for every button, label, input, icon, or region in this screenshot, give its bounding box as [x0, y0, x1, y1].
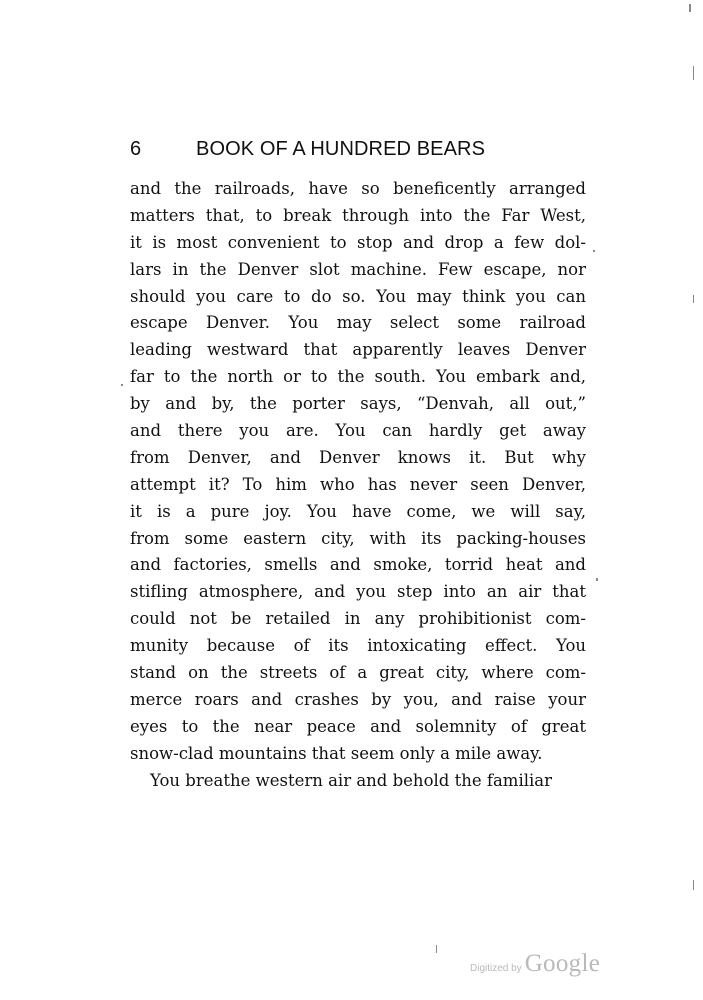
- text-line: stand on the streets of a great city, where com-: [130, 663, 586, 683]
- text-line: merce roars and crashes by you, and raise your: [130, 689, 586, 709]
- text-line: munity because of its intoxicating effect. You: [130, 636, 586, 656]
- text-line: lars in the Denver slot machine. Few escape, nor: [130, 259, 586, 279]
- scan-speck: [593, 250, 595, 252]
- body-text: [130, 176, 586, 794]
- text-line: attempt it? To him who has never seen Denver,: [130, 474, 586, 494]
- scan-speck: [689, 4, 691, 12]
- page-number: 6: [130, 138, 142, 160]
- scan-speck: [693, 880, 694, 890]
- text-line: and factories, smells and smoke, torrid heat and: [130, 555, 586, 575]
- text-line: matters that, to break through into the Far West,: [130, 205, 586, 225]
- text-line: and there you are. You can hardly get away: [130, 421, 586, 441]
- text-line: far to the north or to the south. You embark and,: [130, 367, 586, 387]
- text-line: it is a pure joy. You have come, we will say,: [130, 501, 586, 521]
- scan-speck: [121, 384, 123, 386]
- text-line: snow-clad mountains that seem only a mile away.: [130, 743, 543, 763]
- text-line: leading westward that apparently leaves Denver: [130, 340, 586, 360]
- text-line: should you care to do so. You may think you can: [130, 286, 586, 306]
- text-line: by and by, the porter says, “Denvah, all out,”: [130, 394, 586, 414]
- running-title: BOOK OF A HUNDRED BEARS: [196, 138, 486, 160]
- text-line: escape Denver. You may select some railroad: [130, 313, 586, 333]
- text-line: it is most convenient to stop and drop a few dol-: [130, 232, 586, 252]
- page-header: [130, 136, 570, 162]
- text-line: from some eastern city, with its packing-houses: [130, 528, 586, 548]
- text-line: You breathe western air and behold the familiar: [150, 770, 552, 790]
- text-line: from Denver, and Denver knows it. But why: [130, 447, 586, 467]
- google-logo: Google: [524, 950, 601, 977]
- scan-speck: [693, 295, 694, 303]
- scan-speck: [693, 66, 694, 80]
- watermark-prefix: Digitized by: [470, 963, 522, 974]
- scan-speck: [436, 945, 437, 953]
- text-line: and the railroads, have so beneficently arranged: [130, 179, 586, 198]
- text-line: could not be retailed in any prohibitionist com-: [130, 609, 586, 629]
- text-line: stifling atmosphere, and you step into an air that: [130, 582, 586, 602]
- scan-speck: [596, 578, 598, 581]
- text-line: eyes to the near peace and solemnity of great: [130, 716, 586, 736]
- digitized-watermark: [470, 950, 600, 980]
